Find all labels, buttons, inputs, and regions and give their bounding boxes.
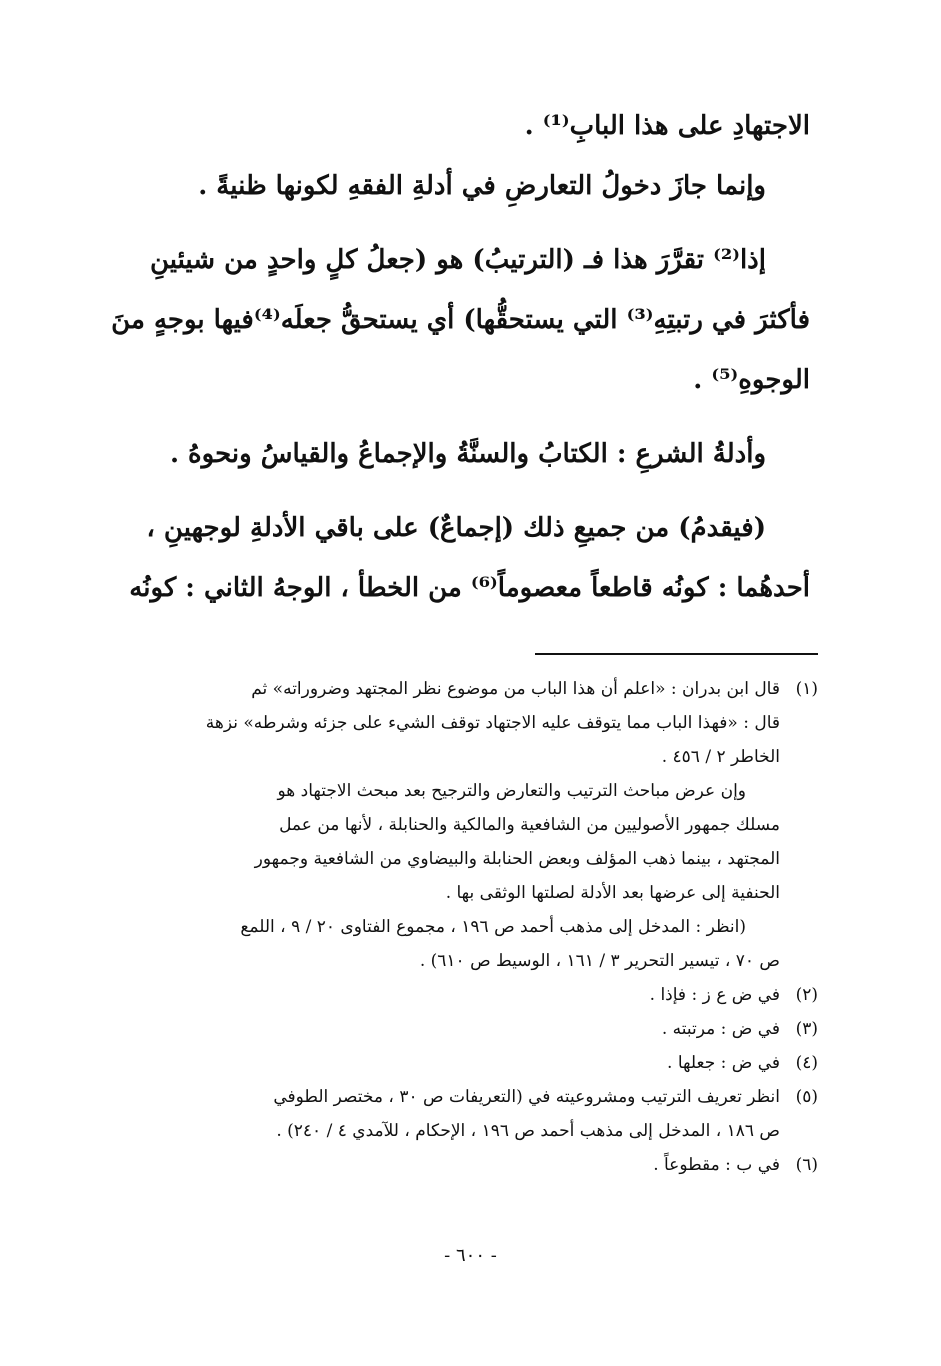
- footnote-4: [110, 1046, 818, 1080]
- paragraph-gap: [110, 484, 810, 498]
- footnote-number: (٥): [795, 1087, 818, 1107]
- main-line: أحدهُما : كونُه قاطعاً معصوماً⁽⁶⁾ من الخطأ ، الوجهُ الثاني : كونُه: [129, 573, 810, 603]
- footnote-number: (٤): [795, 1053, 818, 1073]
- footnote-6: [110, 1148, 818, 1182]
- footnote-line: قال ابن بدران : «اعلم أن هذا الباب من موضوع نظر المجتهد وضروراته» ثم: [251, 679, 780, 699]
- main-line: الوجوهِ⁽⁵⁾ .: [693, 365, 810, 395]
- page-number: - ٦٠٠ -: [444, 1245, 497, 1266]
- footnote-5: [110, 1080, 818, 1114]
- footnote-line: وإن عرض مباحث الترتيب والتعارض والترجيح بعد مبحث الاجتهاد هو: [277, 781, 746, 801]
- main-text: [110, 96, 810, 618]
- main-line: إذا⁽²⁾ تقرَّرَ هذا فـ (الترتيبُ) هو (جعلُ كلٍ واحدٍ من شيئينِ: [149, 245, 766, 275]
- footnote-line: الخاطر ٢ / ٤٥٦ .: [661, 747, 780, 767]
- main-line: فأكثرَ في رتبتِهِ⁽³⁾ التي يستحقُّها) أي يستحقُّ جعلَه⁽⁴⁾فيها بوجهٍ منَ: [111, 305, 810, 335]
- footnote-line: ص ٧٠ ، تيسير التحرير ٣ / ١٦١ ، الوسيط ص ٦١٠) .: [419, 951, 780, 971]
- footnote-body: في ب : مقطوعاً .: [653, 1155, 780, 1175]
- footnote-body: [110, 1080, 780, 1114]
- paragraph-gap: [110, 410, 810, 424]
- footnote-number: (٦): [795, 1155, 818, 1175]
- footnote-line: الحنفية إلى عرضها بعد الأدلة لصلتها الوثقى بها .: [445, 883, 780, 903]
- footnote-2: [110, 978, 818, 1012]
- footnote-body: في ض ع ز : فإذا .: [649, 985, 780, 1005]
- footnote-separator: [535, 653, 818, 655]
- footnote-1: [110, 672, 818, 706]
- footnote-line: مسلك جمهور الأصوليين من الشافعية والمالكية والحنابلة ، لأنها من عمل: [279, 815, 780, 835]
- main-line: (فيقدمُ) من جميعِ ذلك (إجماعٌ) على باقي الأدلةِ لوجهينِ ،: [146, 513, 766, 543]
- footnote-number: (١): [795, 679, 818, 699]
- footnote-line: قال : «فهذا الباب مما يتوقف عليه الاجتهاد توقف الشيء على جزئه وشرطه» نزهة: [205, 713, 780, 733]
- main-line: وإنما جازَ دخولُ التعارضِ في أدلةِ الفقهِ لكونها ظنيةً .: [198, 171, 766, 201]
- footnote-line: (انظر : المدخل إلى مذهب أحمد ص ١٩٦ ، مجموع الفتاوى ٢٠ / ٩ ، اللمع: [240, 917, 746, 937]
- footnotes: [110, 672, 818, 1182]
- footnote-line: المجتهد ، بينما ذهب المؤلف وبعض الحنابلة والبيضاوي من الشافعية وجمهور: [254, 849, 780, 869]
- main-line: وأدلةُ الشرعِ : الكتابُ والسنَّةُ والإجماعُ والقياسُ ونحوهُ .: [169, 439, 766, 469]
- footnote-body: في ض : مرتبته .: [661, 1019, 780, 1039]
- footnote-line: انظر تعريف الترتيب ومشروعيته في (التعريفات ص ٣٠ ، مختصر الطوفي: [273, 1087, 780, 1107]
- footnote-body: في ض : جعلها .: [667, 1053, 780, 1073]
- footnote-body: [110, 672, 780, 706]
- paragraph-gap: [110, 216, 810, 230]
- footnote-3: [110, 1012, 818, 1046]
- footnote-number: (٣): [795, 1019, 818, 1039]
- main-line: الاجتهادِ على هذا البابِ⁽¹⁾ .: [524, 111, 810, 141]
- footnote-number: (٢): [795, 985, 818, 1005]
- footnote-line: ص ١٨٦ ، المدخل إلى مذهب أحمد ص ١٩٦ ، الإحكام ، للآمدي ٤ / ٢٤٠) .: [276, 1121, 780, 1141]
